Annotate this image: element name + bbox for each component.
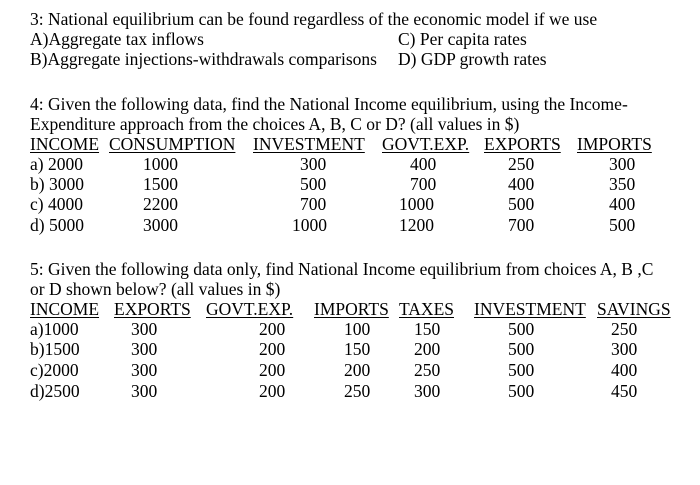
q5-cell: 500 (508, 339, 535, 359)
q5-cell: 150 (414, 319, 441, 339)
q4-cell: b) 3000 (30, 174, 84, 194)
q5-cell: 100 (344, 319, 371, 339)
q5-header-imports: IMPORTS (314, 299, 389, 319)
q4-cell: 500 (609, 215, 636, 235)
q4-cell: a) 2000 (30, 154, 83, 174)
q4-question-line1: 4: Given the following data, find the National Income equilibrium, using the Income- (30, 94, 628, 114)
q5-cell: 300 (131, 381, 158, 401)
q5-cell: 200 (259, 339, 286, 359)
q4-cell: 300 (300, 154, 327, 174)
q4-header-income: INCOME (30, 134, 100, 154)
q5-header-govt-exp: GOVT.EXP. (206, 299, 294, 319)
q4-cell: 500 (300, 174, 327, 194)
q4-cell: 400 (410, 154, 437, 174)
q4-cell: d) 5000 (30, 215, 84, 235)
q5-cell: 300 (414, 381, 441, 401)
q5-cell: 300 (131, 360, 158, 380)
q5-cell: b)1500 (30, 339, 80, 359)
q4-cell: 1000 (399, 194, 434, 214)
q4-cell: 400 (508, 174, 535, 194)
q5-cell: 250 (344, 381, 371, 401)
q4-cell: 350 (609, 174, 636, 194)
q5-cell: c)2000 (30, 360, 79, 380)
q4-cell: 700 (410, 174, 437, 194)
q5-cell: 150 (344, 339, 371, 359)
q5-header-income: INCOME (30, 299, 100, 319)
q5-header-savings: SAVINGS (597, 299, 671, 319)
q4-cell: 1500 (143, 174, 178, 194)
q5-cell: 300 (611, 339, 638, 359)
q5-cell: 500 (508, 319, 535, 339)
q4-cell: c) 4000 (30, 194, 83, 214)
q4-cell: 500 (508, 194, 535, 214)
q4-cell: 1200 (399, 215, 434, 235)
q5-cell: d)2500 (30, 381, 80, 401)
q4-cell: 700 (300, 194, 327, 214)
q5-cell: 500 (508, 381, 535, 401)
q5-question-line2: or D shown below? (all values in $) (30, 279, 281, 299)
q4-cell: 1000 (292, 215, 327, 235)
q5-cell: 200 (259, 360, 286, 380)
q4-cell: 3000 (143, 215, 178, 235)
q4-cell: 1000 (143, 154, 178, 174)
q5-cell: a)1000 (30, 319, 79, 339)
q3-option-b: B)Aggregate injections-withdrawals comparisons (30, 49, 377, 69)
q5-header-taxes: TAXES (399, 299, 454, 319)
q5-cell: 250 (414, 360, 441, 380)
q5-cell: 200 (414, 339, 441, 359)
q3-option-a: A)Aggregate tax inflows (30, 29, 204, 49)
q4-header-govt-exp: GOVT.EXP. (382, 134, 470, 154)
q4-header-imports: IMPORTS (577, 134, 652, 154)
q5-cell: 200 (344, 360, 371, 380)
q5-cell: 500 (508, 360, 535, 380)
q5-question-line1: 5: Given the following data only, find National Income equilibrium from choices A, B ,C (30, 259, 654, 279)
q5-cell: 300 (131, 339, 158, 359)
q5-header-exports: EXPORTS (114, 299, 191, 319)
q4-question-line2: Expenditure approach from the choices A, B, C or D? (all values in $) (30, 114, 520, 134)
q5-cell: 300 (131, 319, 158, 339)
q4-cell: 700 (508, 215, 535, 235)
q4-header-consumption: CONSUMPTION (109, 134, 236, 154)
q4-cell: 250 (508, 154, 535, 174)
q3-option-d: D) GDP growth rates (398, 49, 547, 69)
q5-cell: 200 (259, 381, 286, 401)
q5-cell: 250 (611, 319, 638, 339)
q5-cell: 450 (611, 381, 638, 401)
q4-cell: 2200 (143, 194, 178, 214)
q5-cell: 200 (259, 319, 286, 339)
q3-option-c: C) Per capita rates (398, 29, 527, 49)
q4-cell: 400 (609, 194, 636, 214)
q3-question: 3: National equilibrium can be found regardless of the economic model if we use (30, 9, 598, 29)
q4-cell: 300 (609, 154, 636, 174)
q4-header-exports: EXPORTS (484, 134, 561, 154)
q5-header-investment: INVESTMENT (474, 299, 586, 319)
q4-header-investment: INVESTMENT (253, 134, 365, 154)
q5-cell: 400 (611, 360, 638, 380)
